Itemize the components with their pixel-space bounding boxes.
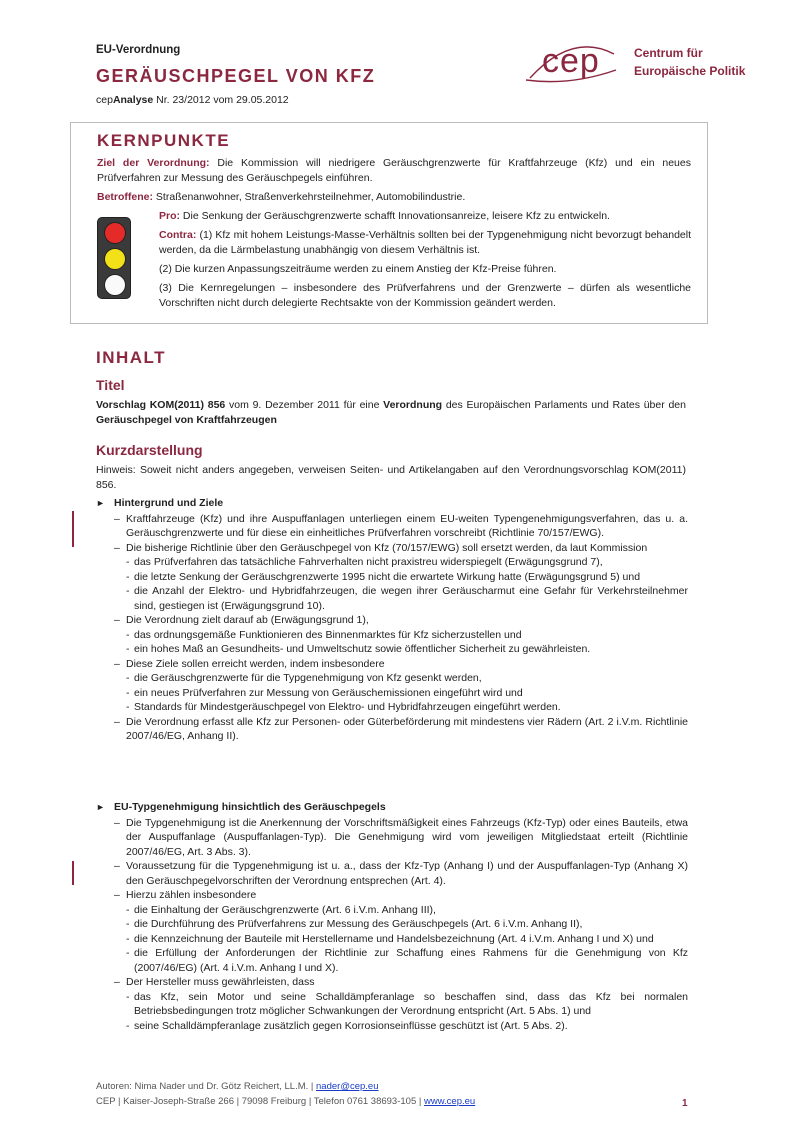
list-item-text: Kraftfahrzeuge (Kfz) und ihre Auspuffanlagen unterliegen einem EU-weiten Typengenehmigungsverfahren, das u. a. Geräuschgrenzwerte und für diese ein einheitliches Prüfverfahren vorschreibt (Richtlinie 70/157/EWG). [126, 512, 688, 539]
list-item: – Die bisherige Richtlinie über den Geräuschpegel von Kfz (70/157/EWG) soll ersetzt werden, da laut Kommission [114, 541, 648, 554]
list-item: – Kraftfahrzeuge (Kfz) und ihre Auspuffanlagen unterliegen einem EU-weiten Typengenehmigungsverfahren, das u. a. Geräuschgrenzwerte und für diese ein einheitliches Prüfverfahren vorschreibt (Richtlinie 70/157/EWG). [114, 512, 688, 539]
logo-line-1: Centrum für [634, 46, 703, 60]
summary-heading: Kurzdarstellung [96, 442, 203, 458]
page-footer [96, 1079, 475, 1109]
section-heading [96, 800, 688, 815]
list-item-text: Die Verordnung zielt darauf ab (Erwägungsgrund 1), [126, 614, 369, 626]
sub-item-text: das Kfz, sein Motor und seine Schalldämpferanlage so beschaffen sind, dass das Kfz bei normalen Betriebsbedingungen trotz möglicher Schwankungen der Verordnung entspricht (Art. 5 Abs. 1) und [134, 990, 688, 1017]
sub-item: - das Prüfverfahren das tatsächliche Fahrverhalten nicht praxistreu widerspiegelt (Erwägungsgrund 7), [126, 556, 603, 568]
yellow-light-icon [104, 248, 126, 270]
sub-item: - die Geräuschgrenzwerte für die Typgenehmigung von Kfz gesenkt werden, [126, 672, 482, 684]
proposal-type: Verordnung [383, 399, 443, 411]
list-item: – Die Typgenehmigung ist die Anerkennung der Vorschriftsmäßigkeit eines Fahrzeugs (Kfz-Typ) oder eines Bauteils, etwa der Auspuffanlage (Auspuffanlagen-Typ). Die Genehmigung wird vom jeweiligen Mitgliedstaat erteilt (Richtlinie 2007/46/EG, Art. 3 Abs. 3). [114, 816, 688, 858]
sub-item-text: die Kennzeichnung der Bauteile mit Herstellername und Handelsbezeichnung (Art. 4 i.V.m. Anhang I und X) und [134, 932, 654, 945]
sub-item-text: die Anzahl der Elektro- und Hybridfahrzeugen, die wegen ihrer Geräuscharmut eine Gefahr für Verkehrsteilnehmer sind, gestiegen ist (Erwägungsgrund 10). [134, 585, 688, 612]
document-kicker: EU-Verordnung [96, 44, 181, 56]
goal-paragraph [97, 156, 691, 186]
key-points-title: KERNPUNKTE [97, 131, 231, 150]
page-number: 1 [682, 1098, 688, 1109]
sub-item: - die Erfüllung der Anforderungen der Richtlinie zur Schaffung eines Rahmens für die Genehmigung von Kfz (2007/46/EG) (Art. 4 i.V.m. Anhang I und X). [126, 947, 688, 974]
section-heading [96, 496, 688, 511]
section-heading-text: Hintergrund und Ziele [114, 497, 224, 509]
logo-line-2: Europäische Politik [634, 64, 746, 78]
title-heading: Titel [96, 377, 125, 393]
affected-text: Straßenanwohner, Straßenverkehrsteilnehmer, Automobilindustrie. [153, 191, 466, 203]
key-points-body [97, 156, 691, 315]
reference-note: Hinweis: Soweit nicht anders angegeben, verweisen Seiten- und Artikelangaben auf den Verordnungsvorschlag KOM(2011) 856. [96, 464, 686, 491]
sub-item: - die Durchführung des Prüfverfahrens zur Messung des Geräuschpegels (Art. 6 i.V.m. Anhang II), [126, 918, 583, 930]
sub-item: - Standards für Mindestgeräuschpegel von Elektro- und Hybridfahrzeugen eingeführt werden. [126, 701, 561, 713]
list-item: – Hierzu zählen insbesondere [114, 889, 257, 901]
proposal-title [96, 398, 686, 428]
list-item-text: Diese Ziele sollen erreicht werden, indem insbesondere [126, 657, 385, 670]
footer-address-line [96, 1094, 475, 1109]
sub-item-text: Standards für Mindestgeräuschpegel von Elektro- und Hybridfahrzeugen eingeführt werden. [134, 701, 561, 713]
sub-item-text: die letzte Senkung der Geräuschgrenzwerte 1995 nicht die erwartete Wirkung hatte (Erwägungsgrund 5) und [134, 570, 641, 583]
logo-text [634, 44, 745, 80]
list-item: – Die Verordnung erfasst alle Kfz zur Personen- oder Güterbeförderung mit mindestens vier Rädern (Art. 2 i.V.m. Richtlinie 2007/46/EG, Anhang II). [114, 715, 688, 742]
list-item-text: Voraussetzung für die Typgenehmigung ist u. a., dass der Kfz-Typ (Anhang I) und der Auspuffanlagen-Typ (Anhang X) den Geräuschpegelvorschriften der Verordnung entsprechen (Art. 4). [126, 860, 688, 887]
sub-item-text: das Prüfverfahren das tatsächliche Fahrverhalten nicht praxistreu widerspiegelt (Erwägungsgrund 7), [134, 556, 603, 568]
sub-item-text: ein hohes Maß an Gesundheits- und Umweltschutz sowie öffentlicher Sicherheit zu gewährleisten. [134, 643, 591, 655]
red-light-icon [104, 222, 126, 244]
cep-logo [524, 40, 764, 86]
affected-label: Betroffene: [97, 191, 154, 203]
change-marker [72, 861, 74, 885]
author-email-link[interactable]: nader@cep.eu [316, 1081, 379, 1092]
proposal-ref: Vorschlag KOM(2011) 856 [96, 399, 226, 411]
list-item: – Der Hersteller muss gewährleisten, dass [114, 976, 315, 988]
footer-address: CEP | Kaiser-Joseph-Straße 266 | 79098 Freiburg | Telefon 0761 38693-105 | [96, 1096, 424, 1107]
sub-item: - ein neues Prüfverfahren zur Messung von Geräuschemissionen eingeführt wird und [126, 686, 523, 699]
traffic-light-icon [97, 217, 131, 299]
contra-label: Contra: [159, 229, 197, 241]
sub-item-text: die Erfüllung der Anforderungen der Richtlinie zur Schaffung eines Rahmens für die Genehmigung von Kfz (2007/46/EG) (Art. 4 i.V.m. Anhang I und X). [134, 947, 688, 974]
affected-paragraph [97, 190, 691, 205]
sub-item: - das Kfz, sein Motor und seine Schalldämpferanlage so beschaffen sind, dass das Kfz bei normalen Betriebsbedingungen trotz möglicher Schwankungen der Verordnung entspricht (Art. 5 Abs. 1) und [126, 990, 688, 1017]
analysis-meta [96, 94, 289, 106]
sub-item: - die letzte Senkung der Geräuschgrenzwerte 1995 nicht die erwartete Wirkung hatte (Erwägungsgrund 5) und [126, 570, 641, 583]
list-item-text: Hierzu zählen insbesondere [126, 889, 257, 901]
triangle-bullet-icon: ► [96, 498, 105, 508]
proposal-subject: Geräuschpegel von Kraftfahrzeugen [96, 414, 277, 426]
meta-rest: Nr. 23/2012 vom 29.05.2012 [153, 94, 289, 106]
sub-item-text: die Einhaltung der Geräuschgrenzwerte (Art. 6 i.V.m. Anhang III), [134, 903, 436, 916]
change-marker [72, 511, 74, 547]
sub-item-text: ein neues Prüfverfahren zur Messung von Geräuschemissionen eingeführt wird und [134, 686, 523, 699]
list-item-text: Der Hersteller muss gewährleisten, dass [126, 976, 315, 988]
sub-item-text: die Durchführung des Prüfverfahrens zur Messung des Geräuschpegels (Art. 6 i.V.m. Anhang II), [134, 918, 583, 930]
sub-item-text: die Geräuschgrenzwerte für die Typgenehmigung von Kfz gesenkt werden, [134, 672, 482, 684]
list-item-text: Die Typgenehmigung ist die Anerkennung der Vorschriftsmäßigkeit eines Fahrzeugs (Kfz-Typ) oder eines Bauteils, etwa der Auspuffanlage (Auspuffanlagen-Typ). Die Genehmigung wird vom jeweiligen Mitgliedstaat erteilt (Richtlinie 2007/46/EG, Art. 3 Abs. 3). [126, 816, 688, 858]
meta-bold: Analyse [112, 94, 154, 106]
proposal-text-1: vom 9. Dezember 2011 für eine [225, 399, 384, 411]
section-background [96, 496, 688, 744]
content-title: INHALT [96, 348, 167, 367]
contra-text: (1) Kfz mit hohem Leistungs-Masse-Verhältnis sollten bei der Typgenehmigung nicht bevorzugt behandelt werden, da die Lärmbelastung unabhängig von diesem Verhältnis ist. [159, 229, 691, 256]
pro-label: Pro: [159, 210, 180, 222]
contra-point-3: (3) Die Kernregelungen – insbesondere des Prüfverfahrens und der Grenzwerte – dürfen als wesentliche Vorschriften nicht durch delegierte Rechtsakte von der Kommission geändert werden. [159, 282, 691, 309]
goal-label: Ziel der Verordnung: [97, 157, 210, 169]
footer-authors: Autoren: Nima Nader und Dr. Götz Reichert, LL.M. | [96, 1081, 317, 1092]
sub-item: - die Kennzeichnung der Bauteile mit Herstellername und Handelsbezeichnung (Art. 4 i.V.m. Anhang I und X) und [126, 932, 654, 945]
document-title: GERÄUSCHPEGEL VON KFZ [96, 66, 376, 86]
sub-item: - das ordnungsgemäße Funktionieren des Binnenmarktes für Kfz sicherzustellen und [126, 628, 522, 641]
contra-paragraph [97, 228, 691, 258]
sub-item: - ein hohes Maß an Gesundheits- und Umweltschutz sowie öffentlicher Sicherheit zu gewährleisten. [126, 643, 591, 655]
pro-text: Die Senkung der Geräuschgrenzwerte schafft Innovationsanreize, leisere Kfz zu entwickeln. [180, 210, 610, 222]
off-light-icon [104, 274, 126, 296]
goal-text: Die Kommission will niedrigere Geräuschgrenzwerte für Kraftfahrzeuge (Kfz) und ein neues Prüfverfahren zur Messung des Geräuschpegels einführen. [97, 157, 691, 184]
sub-item: - die Anzahl der Elektro- und Hybridfahrzeugen, die wegen ihrer Geräuscharmut eine Gefahr für Verkehrsteilnehmer sind, gestiegen ist (Erwägungsgrund 10). [126, 585, 688, 612]
section-heading-text: EU-Typgenehmigung hinsichtlich des Geräuschpegels [114, 801, 386, 813]
list-item-text: Die Verordnung erfasst alle Kfz zur Personen- oder Güterbeförderung mit mindestens vier Rädern (Art. 2 i.V.m. Richtlinie 2007/46/EG, Anhang II). [126, 715, 688, 742]
meta-prefix: cep [96, 94, 113, 106]
footer-authors-line [96, 1079, 475, 1094]
list-item: – Diese Ziele sollen erreicht werden, indem insbesondere [114, 657, 385, 670]
proposal-text-2: des Europäischen Parlaments und Rates über den [442, 399, 686, 411]
key-points-box [70, 122, 708, 324]
list-item: – Voraussetzung für die Typgenehmigung ist u. a., dass der Kfz-Typ (Anhang I) und der Auspuffanlagen-Typ (Anhang X) den Geräuschpegelvorschriften der Verordnung entsprechen (Art. 4). [114, 860, 688, 887]
website-link[interactable]: www.cep.eu [423, 1096, 476, 1107]
pro-paragraph [97, 209, 691, 224]
triangle-bullet-icon: ► [96, 802, 105, 812]
sub-item: - die Einhaltung der Geräuschgrenzwerte (Art. 6 i.V.m. Anhang III), [126, 903, 436, 916]
list-item-text: Die bisherige Richtlinie über den Geräuschpegel von Kfz (70/157/EWG) soll ersetzt werden, da laut Kommission [126, 541, 648, 554]
sub-item: - seine Schalldämpferanlage zusätzlich gegen Korrosionseinflüsse geschützt ist (Art. 5 Abs. 2). [126, 1019, 568, 1032]
list-item: – Die Verordnung zielt darauf ab (Erwägungsgrund 1), [114, 614, 369, 626]
contra-point-2: (2) Die kurzen Anpassungszeiträume werden zu einem Anstieg der Kfz-Preise führen. [159, 263, 557, 275]
sub-item-text: seine Schalldämpferanlage zusätzlich gegen Korrosionseinflüsse geschützt ist (Art. 5 Abs. 2). [134, 1019, 568, 1032]
section-type-approval [96, 800, 688, 1033]
sub-item-text: das ordnungsgemäße Funktionieren des Binnenmarktes für Kfz sicherzustellen und [134, 628, 522, 641]
logo-wordmark: cep [542, 42, 600, 80]
